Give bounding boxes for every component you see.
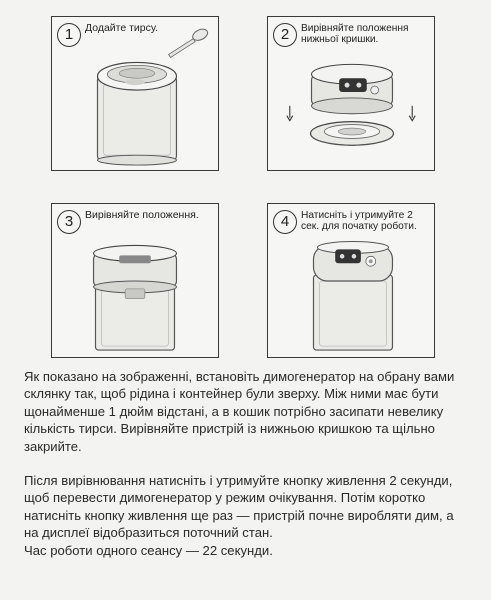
step-label-4: Натисніть і утримуйте 2 сек. для початку роботи. bbox=[301, 210, 417, 232]
step-panel-3 bbox=[51, 203, 219, 358]
step-label-2: Вирівняйте положення нижньої кришки. bbox=[301, 23, 409, 45]
step-label-1: Додайте тирсу. bbox=[85, 22, 158, 34]
step-panel-1 bbox=[51, 16, 219, 171]
step-number-2: 2 bbox=[273, 23, 297, 47]
instruction-paragraph-1: Як показано на зображенні, встановіть димогенератор на обрану вами склянку так, щоб рідина і контейнер були зверху. Між ними має бути щонайменше 1 дюйм відстані, а в кошик потрібно засипати невелику кількість тирси. Вирівняйте пристрій із нижньою кришкою та щільно закрийте. bbox=[24, 369, 455, 454]
step-panel-2 bbox=[267, 16, 435, 171]
instruction-paragraph-2: Після вирівнювання натисніть і утримуйте кнопку живлення 2 секунди, щоб перевести димогенератор у режим очікування. Потім коротко натисніть кнопку живлення ще раз — пристрій почне виробляти дим, а на дисплеї відобразиться поточний стан. bbox=[24, 473, 454, 541]
step-number-4: 4 bbox=[273, 210, 297, 234]
step-number-3: 3 bbox=[57, 210, 81, 234]
step-panel-4 bbox=[267, 203, 435, 358]
step-number-1: 1 bbox=[57, 23, 81, 47]
instruction-text bbox=[24, 368, 468, 559]
step-label-3: Вирівняйте положення. bbox=[85, 209, 199, 221]
instruction-paragraph-3: Час роботи одного сеансу — 22 секунди. bbox=[24, 542, 273, 558]
